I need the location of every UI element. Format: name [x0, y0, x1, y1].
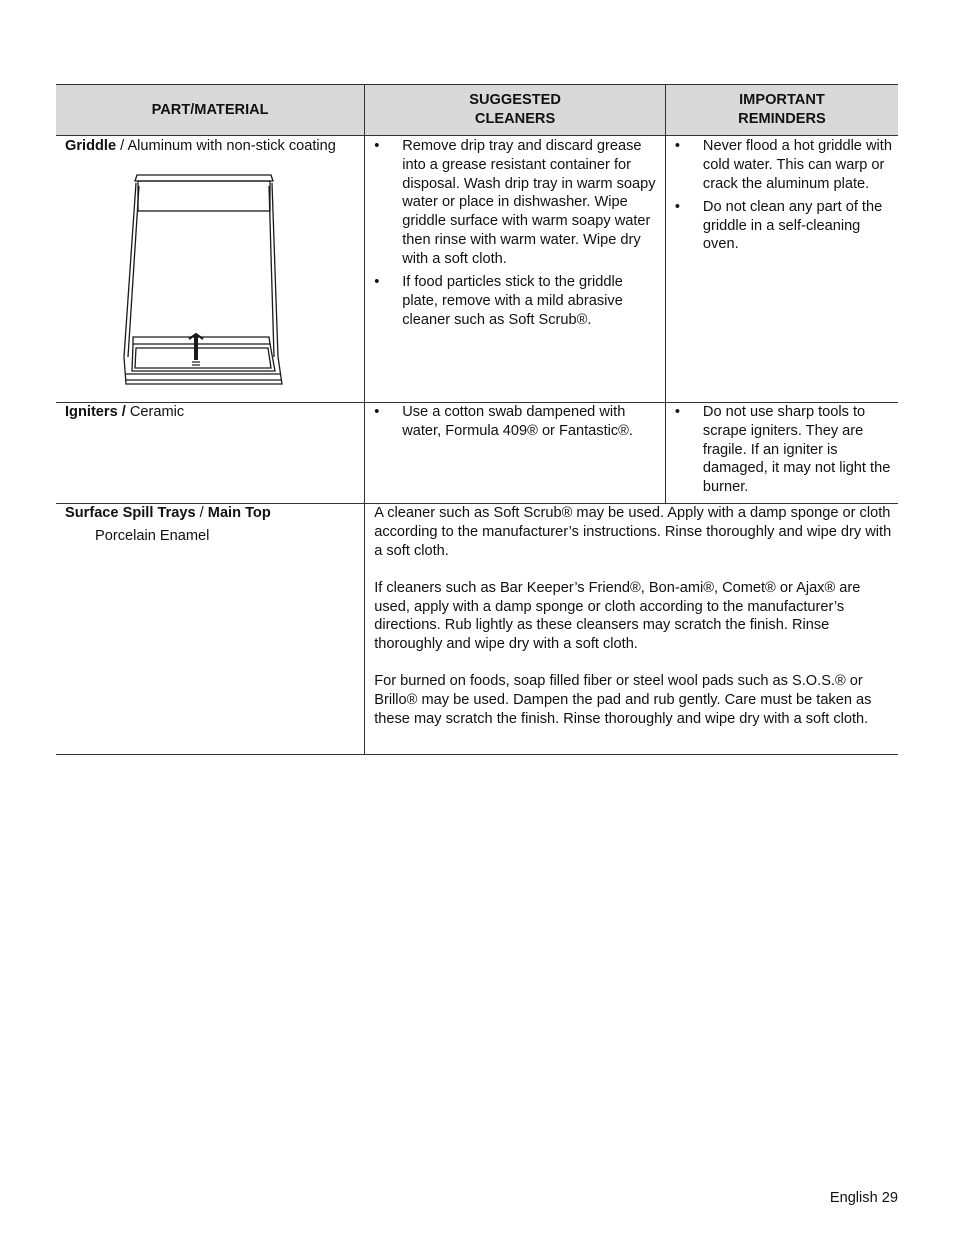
header-part-material: PART/MATERIAL [56, 85, 365, 136]
cleaning-paragraph: For burned on foods, soap filled fiber or steel wool pads such as S.O.S.® or Brillo® may be used. Dampen the pad and rub gently. Care must be taken as these may scratch the finish. Rinse thoroughly and wipe dry with a soft cloth. [374, 673, 872, 727]
cleaners-cell-surface-spill-trays [365, 504, 898, 755]
list-item: • If food particles stick to the griddle plate, remove with a mild abrasive cleaner such as Soft Scrub®. [374, 273, 661, 329]
part-material: Ceramic [125, 404, 185, 420]
cleaners-cell-igniters [365, 403, 666, 504]
table-row-griddle [56, 136, 898, 403]
part-cell-griddle: Griddle / Aluminum with non-stick coating [56, 136, 365, 403]
page-number: English 29 [829, 1190, 898, 1206]
cleaning-paragraph: If cleaners such as Bar Keeper’s Friend®, Bon-ami®, Comet® or Ajax® are used, apply with a damp sponge or cloth according to the manufacturer’s directions. Rub lightly as these cleansers may scratch the finish. Rinse thoroughly and wipe dry with a soft cloth. [374, 579, 861, 653]
part-name: Surface Spill Trays [65, 505, 196, 521]
part-cell-surface-spill-trays: Surface Spill Trays / Main Top Porcelain Enamel [56, 504, 365, 755]
list-item: • Remove drip tray and discard grease into a grease resistant container for disposal. Wash drip tray in warm soapy water or place in dishwasher. Wipe griddle surface with warm soapy water then rinse with warm water. Wipe dry with a soft cloth. [374, 137, 661, 269]
header-important-reminders: IMPORTANT REMINDERS [665, 85, 898, 136]
reminders-cell-igniters [665, 403, 898, 504]
griddle-drip-tray-diagram [123, 174, 295, 396]
list-item: • Do not use sharp tools to scrape igniters. They are fragile. If an igniter is damaged, it may not light the burner. [675, 403, 894, 497]
table-header-row [56, 85, 898, 136]
part-cell-igniters [56, 403, 365, 504]
header-suggested-cleaners: SUGGESTED CLEANERS [365, 85, 666, 136]
part-name: Igniters / [65, 404, 126, 420]
cleaning-paragraph: A cleaner such as Soft Scrub® may be used. Apply with a damp sponge or cloth according to the manufacturer’s instructions. Rinse thoroughly and wipe dry with a soft cloth. [374, 505, 892, 559]
table-row-igniters [56, 403, 898, 504]
table-row-surface-spill-trays [56, 504, 898, 755]
part-name-secondary: Main Top [207, 505, 271, 521]
reminders-cell-griddle [665, 136, 898, 403]
list-item: • Never flood a hot griddle with cold water. This can warp or crack the aluminum plate. [675, 137, 894, 193]
list-item: • Use a cotton swab dampened with water, Formula 409® or Fantastic®. [374, 403, 661, 441]
list-item: • Do not clean any part of the griddle in a self-cleaning oven. [675, 198, 894, 254]
part-material: Aluminum with non-stick coating [127, 138, 336, 154]
cleaners-cell-griddle [365, 136, 666, 403]
cleaning-table [56, 84, 898, 755]
part-material: Porcelain Enamel [95, 527, 210, 544]
part-name: Griddle [65, 138, 117, 154]
